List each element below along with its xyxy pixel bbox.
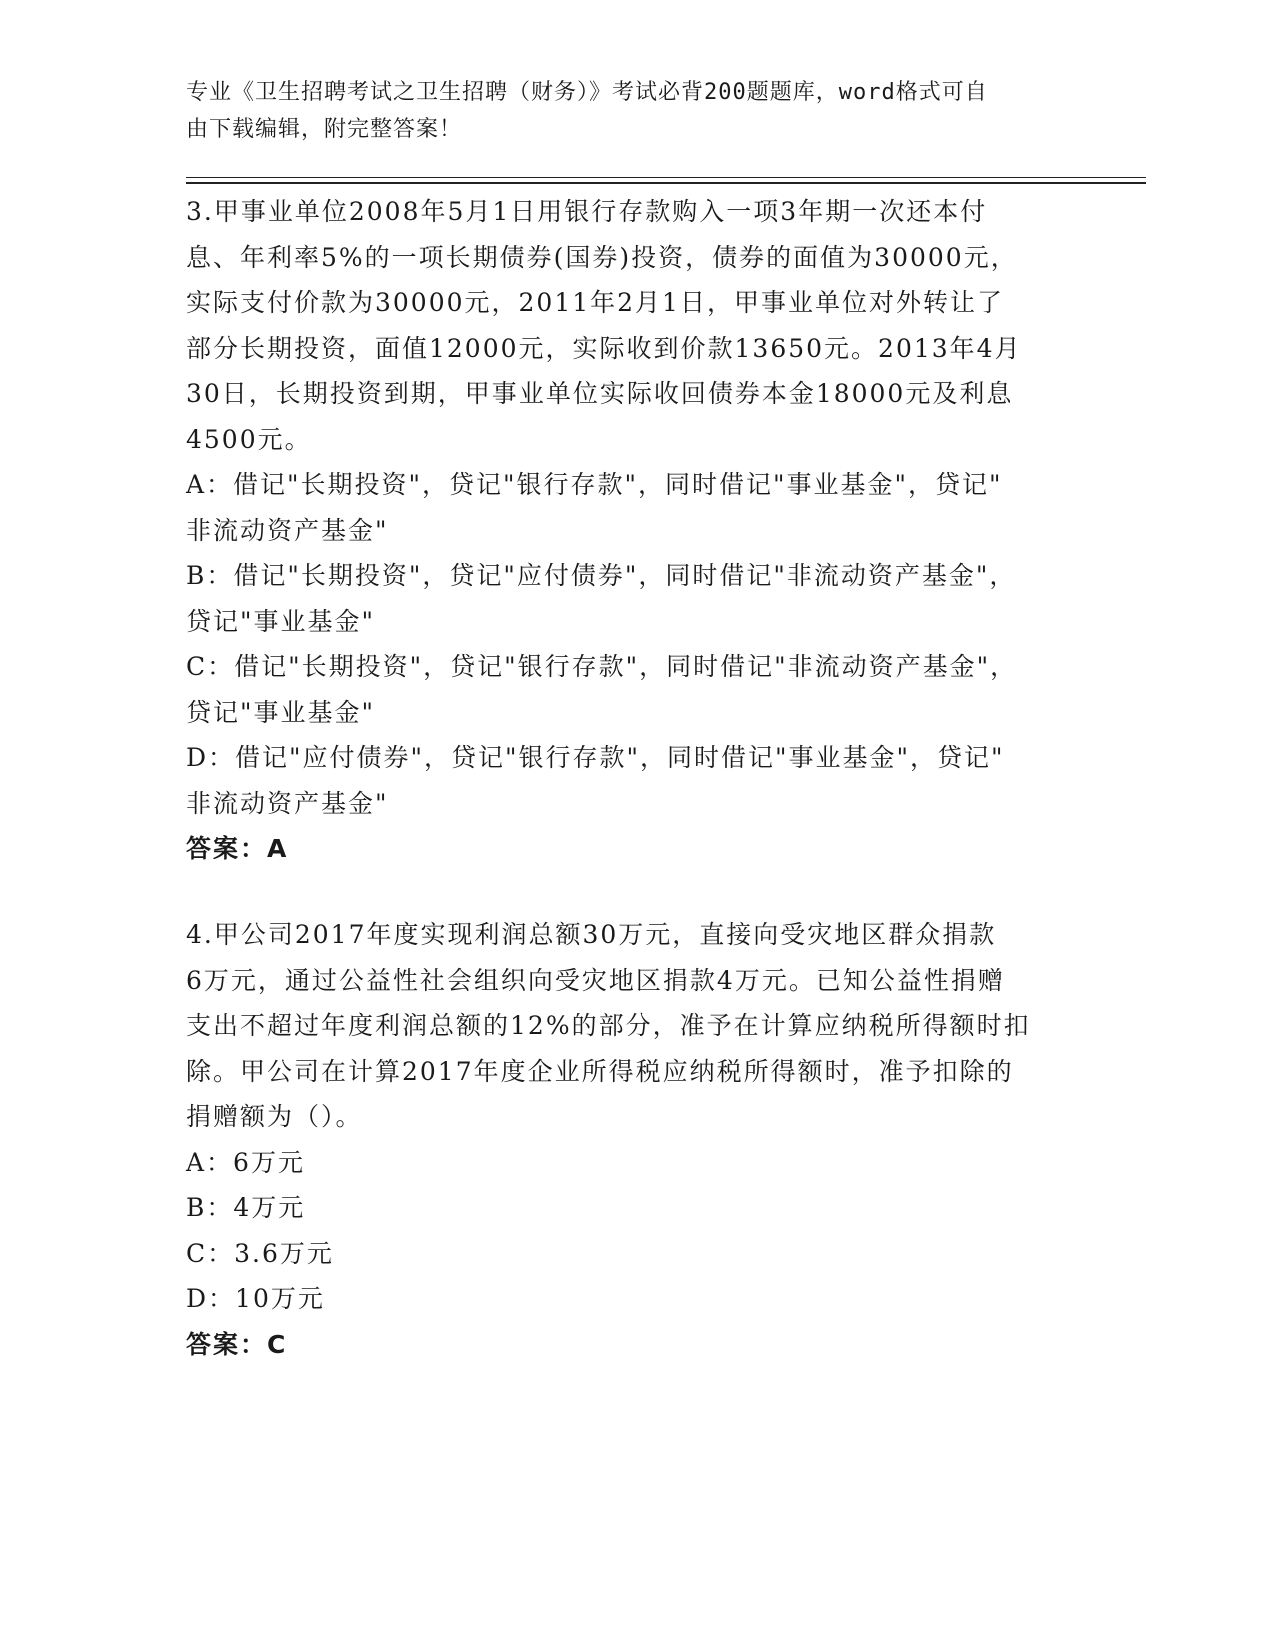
question-stem-line: 4.甲公司2017年度实现利润总额30万元，直接向受灾地区群众捐款 bbox=[186, 920, 997, 949]
header-line: 由下载编辑，附完整答案！ bbox=[186, 117, 463, 142]
question-stem-line: 捐赠额为（）。 bbox=[186, 1102, 363, 1131]
option-c-line: 贷记"事业基金" bbox=[186, 697, 375, 727]
header-divider-thick bbox=[186, 182, 1146, 184]
option-d-line: D：借记"应付债券"，贷记"银行存款"，同时借记"事业基金"，贷记" bbox=[186, 743, 1005, 772]
question-stem-line: 实际支付价款为30000元，2011年2月1日，甲事业单位对外转让了 bbox=[186, 288, 1004, 317]
answer-label: 答案：A bbox=[186, 834, 289, 863]
answer-label: 答案：C bbox=[186, 1329, 288, 1359]
document-header bbox=[186, 74, 1066, 148]
option-a-line: A：6万元 bbox=[186, 1147, 305, 1177]
question-stem-line: 除。甲公司在计算2017年度企业所得税应纳税所得额时，准予扣除的 bbox=[186, 1056, 1014, 1086]
option-b-line: 贷记"事业基金" bbox=[186, 606, 375, 636]
option-d-line: 非流动资产基金" bbox=[186, 788, 389, 818]
question-stem-line: 3.甲事业单位2008年5月1日用银行存款购入一项3年期一次还本付 bbox=[186, 197, 988, 226]
option-b-line: B：4万元 bbox=[186, 1193, 306, 1222]
option-d-line: D：10万元 bbox=[186, 1284, 325, 1313]
option-c-line: C：3.6万元 bbox=[186, 1238, 334, 1268]
option-b-line: B：借记"长期投资"，贷记"应付债券"，同时借记"非流动资产基金"， bbox=[186, 561, 1017, 590]
option-a-line: 非流动资产基金" bbox=[186, 515, 389, 545]
option-a-line: A：借记"长期投资"，贷记"银行存款"，同时借记"事业基金"，贷记" bbox=[186, 470, 1003, 499]
header-divider-thin bbox=[186, 177, 1146, 178]
header-line: 专业《卫生招聘考试之卫生招聘（财务）》考试必背200题题库，word格式可自 bbox=[186, 80, 988, 105]
question-4 bbox=[186, 912, 1086, 1367]
question-3 bbox=[186, 189, 1086, 872]
question-stem-line: 支出不超过年度利润总额的12%的部分，准予在计算应纳税所得额时扣 bbox=[186, 1011, 1031, 1040]
question-stem-line: 30日，长期投资到期，甲事业单位实际收回债券本金18000元及利息 bbox=[186, 379, 1014, 408]
question-stem-line: 部分长期投资，面值12000元，实际收到价款13650元。2013年4月 bbox=[186, 333, 1022, 363]
question-stem-line: 4500元。 bbox=[186, 424, 312, 454]
question-stem-line: 6万元，通过公益性社会组织向受灾地区捐款4万元。已知公益性捐赠 bbox=[186, 965, 1005, 995]
question-stem-line: 息、年利率5%的一项长期债券(国券)投资，债券的面值为30000元， bbox=[186, 242, 1018, 272]
option-c-line: C：借记"长期投资"，贷记"银行存款"，同时借记"非流动资产基金"， bbox=[186, 652, 1018, 681]
